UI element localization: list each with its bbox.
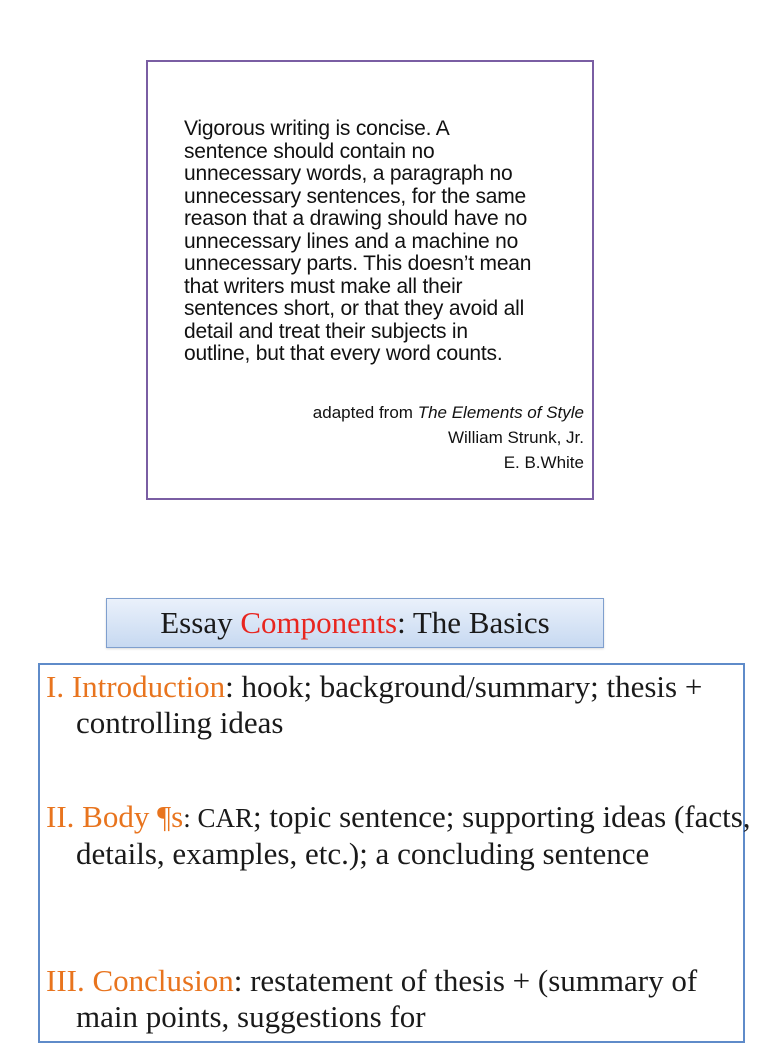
quote-line: detail and treat their subjects in [184,319,468,343]
quote-box [146,60,594,500]
attribution-source [180,400,584,425]
attribution [180,400,584,475]
quote-line: unnecessary parts. This doesn’t mean [184,252,532,275]
list-item-conclusion [46,963,766,1035]
item-heading: Conclusion [92,963,234,998]
list-item-introduction [46,669,766,741]
quote-line: that writers must make all their [184,274,463,298]
title-part-essay: Essay [160,605,241,640]
book-title: The Elements of Style [417,403,584,422]
item-heading: Body ¶s [82,799,184,834]
quote-line: sentences short, or that they avoid all [184,297,525,320]
section-title [106,598,604,648]
item-heading: Introduction [71,669,226,704]
list-item-body [46,799,766,872]
item-numeral: I. [46,669,72,704]
quote-text [184,118,588,366]
item-acronym: : CAR [183,803,253,833]
adapted-prefix: adapted from [312,403,418,422]
title-part-components: Components [240,605,398,640]
quote-line: unnecessary sentences, for the same [184,184,527,208]
quote-line: reason that a drawing should have no [184,207,528,230]
quote-line: unnecessary lines and a machine no [184,229,519,253]
item-text: : restatement of thesis + (summary of main points, suggestions for [76,963,698,1034]
item-numeral: II. [46,799,83,834]
components-list [38,663,751,1043]
quote-line: sentence should contain no [184,139,435,163]
quote-line: outline, but that every word counts. [184,342,503,365]
item-text: : hook; background/summary; thesis + controlling ideas [76,669,703,740]
quote-line: unnecessary words, a paragraph no [184,162,513,185]
item-numeral: III. [46,963,93,998]
item-text: ; topic sentence; supporting ideas (facts, details, examples, etc.); a concluding sentence [76,799,751,871]
author-2: E. B.White [503,453,584,472]
quote-line: Vigorous writing is concise. A [184,117,450,140]
title-part-basics: : The Basics [397,605,550,640]
author-1: William Strunk, Jr. [447,428,584,447]
